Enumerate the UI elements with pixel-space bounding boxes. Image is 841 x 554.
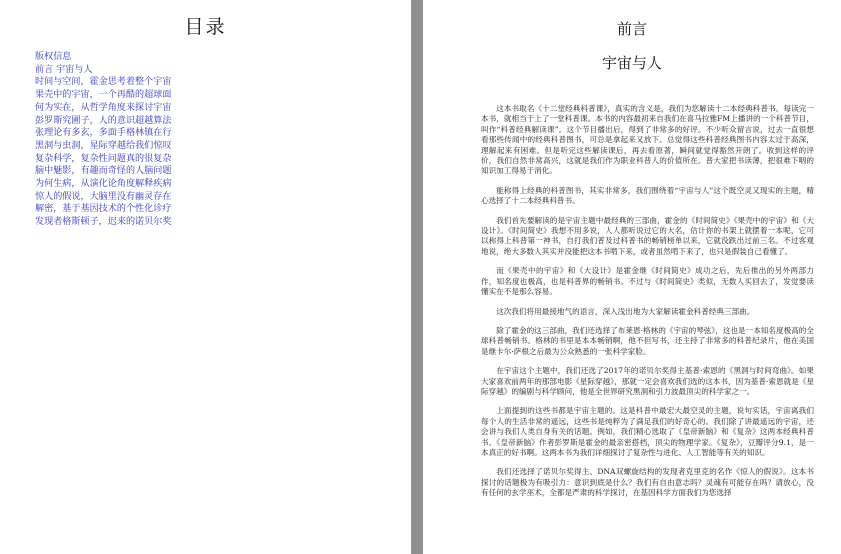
toc-link[interactable]: 前言 宇宙与人 [35,64,93,75]
body-paragraph: 能称得上经典的科普图书，其实非常多，我们围绕着“宇宙与人”这个既空灵又现实的主题，精心选择了十二本经典科普书。 [481,185,814,206]
toc-link-line[interactable]: 为何生病，从演化论角度解释疾病 [35,179,172,190]
body-paragraph: 除了霍金的这三部曲，我们还选择了布莱恩·格林的《宇宙的琴弦》，这也是一本知名度极高的全球科普畅销书。格林的书里是本本畅销啊，他不但写书，还主持了非常多的科普纪录片，他在美国是继卡尔·萨根之后最为公众熟悉的一张科学家脸。 [481,325,814,356]
toc-title: 目录 [184,16,227,38]
body-paragraph: 而《果壳中的宇宙》和《大设计》是霍金继《时间简史》成功之后，先后推出的另外两部力作，知名度也极高，也是科普界的畅销书。不过与《时间简史》类似，无数人买回去了，发觉要读懂实在不是那么容易。 [481,266,814,297]
right-page [423,0,841,554]
body-paragraph: 上面提到的这些书都是宇宙主题的。这是科普中最宏大最空灵的主题，说句实话，宇宙离我们每个人的生活非常的遥远，这些书是纯粹为了满足我们的好奇心的。我们除了讲最遥远的宇宙，还会讲与我们人类自身有关的话题。例如，我们精心选取了《皇帝新脑》和《复杂》这两本经典科普书。《皇帝新脑》作者彭罗斯是霍金的最亲密搭档，顶尖的物理学家。《复杂》，豆瓣评分9.1，是一本真正的好书啊。这两本书为我们详细探讨了复杂性与进化、人工智能等有关的知识。 [481,406,814,457]
toc-link-line[interactable]: 惊人的假说，大脑里没有幽灵存在 [35,191,172,202]
toc-link-line[interactable]: 彭罗斯究圃子，人的意识超越算法 [35,115,172,126]
chapter-title: 宇宙与人 [601,54,662,72]
chapter-label: 前言 [616,20,647,38]
toc-link[interactable]: 版权信息 [35,52,72,62]
toc-link-line[interactable]: 发现者格斯顿子，迟来的诺贝尔奖 [35,217,172,228]
toc-link-line[interactable]: 复杂科学，复杂性问题真的很复杂 [35,153,172,164]
toc-link-line[interactable]: 果壳中的宇宙，一个再酷的超球面 [35,90,172,101]
left-page [0,0,411,554]
page-divider [411,0,423,554]
body-text [481,104,814,508]
body-paragraph: 这本书取名《十二堂经典科普课》，真实的含义是，我们为您解读十二本经典科普书。每读完一本书，就相当于上了一堂科普课。本书的内容最初来自我们在喜马拉雅FM上播讲的一个科普节目，叫作“科普经典解读课”。这个节目播出后，得到了非常多的好评。不少听众留言说，过去一直很想看那些传闻中的经典科普图书，可总是拿起来又放下。总觉得这些科普经典图书内容太过于高深，理解起来有困难。但是听完这些解读课后，再去看原著，瞬间就觉得豁然开朗了。收到这样的评价，我们自然非常高兴，这就是我们作为职业科普人的价值所在。普大家把书读薄，把很难下咽的知识加工得易于消化。 [481,104,814,176]
toc-link-line[interactable]: 解密，基于基因技术的个性化诊疗 [35,204,172,215]
body-paragraph: 我们还选择了诺贝尔奖得主、DNA双螺旋结构的发现者克里克的名作《惊人的假说》。这本书探讨的话题极为有吸引力：意识到底是什么？我们有自由意志吗？灵魂有可能存在吗？请放心，没有任何的玄学巫术，全都是严肃的科学探讨，在基因科学方面我们为您选择 [481,467,814,498]
body-paragraph: 我们首先要解读的是宇宙主题中最经典的三部曲，霍金的《时间简史》《果壳中的宇宙》和《大设计》。《时间简史》我想不用多说，人人都听说过它的大名，估计你的书架上就摆着一本呢，它可以称得上科普第一神书，自打我们普及过科普书的畅销榜单以来，它就没跌出过前三名。不过客观地说，绝大多数人其实并没能把这本书啃下来，或者虽然啃下来了，也只是假装自己看懂了。 [481,215,814,256]
toc-link-line[interactable]: 黑洞与虫洞，星际穿越给我们惊叹 [35,140,172,151]
body-paragraph: 在宇宙这个主题中，我们还选了2017年的诺贝尔奖得主基普·索恩的《黑洞与时间弯曲》。如果大家喜欢前两年的那部电影《星际穿越》，那就一定会喜欢我们选的这本书，因为基普·索恩就是《星际穿越》的编剧与科学顾问，他是全世界研究黑洞和引力波最顶尖的科学家之一。 [481,366,814,396]
toc-link-line[interactable]: 张理论有多玄，多面手格林镇在行 [35,128,172,139]
toc-link-line[interactable]: 何为实在，从哲学角度来探讨宇宙 [35,102,172,113]
toc-link-line[interactable]: 时间与空间，霍金思考着整个宇宙 [35,77,172,88]
body-paragraph: 这次我们将用最接地气的语言，深入浅出地为大家解读霍金科普经典三部曲。 [496,306,755,316]
toc-list [35,51,175,229]
toc-link-line[interactable]: 脑中魅影，有趣而奇怪的人脑问题 [35,166,172,177]
